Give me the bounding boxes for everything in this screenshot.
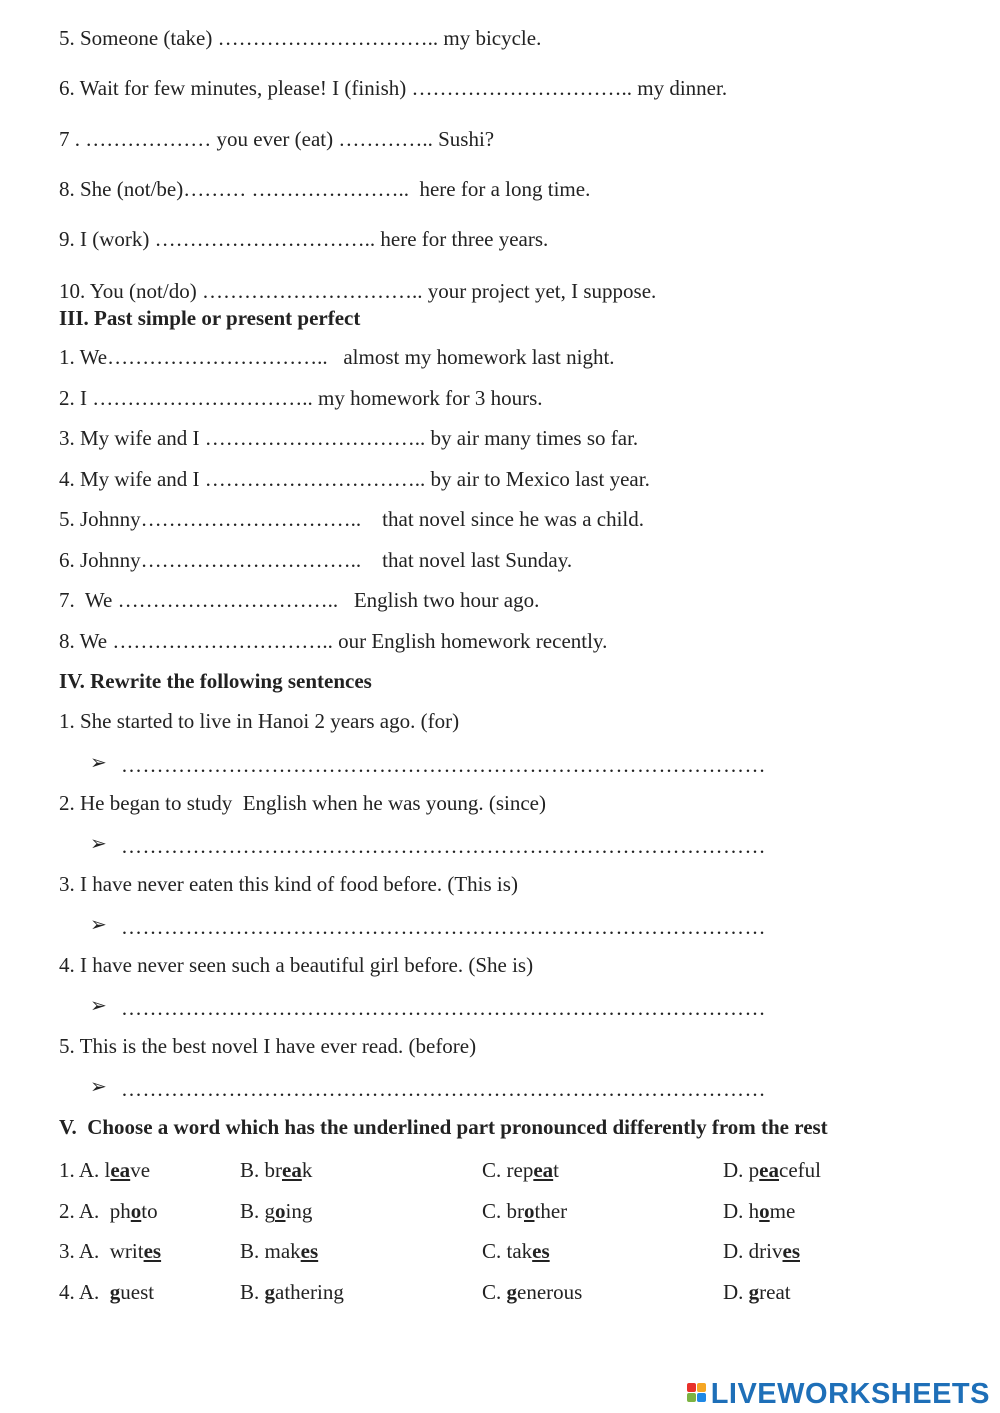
section-heading: V. Choose a word which has the underlined part pronounced differently from the rest	[59, 1115, 828, 1139]
option-b: B. gathering	[240, 1280, 344, 1304]
liveworksheets-logo-icon	[687, 1381, 707, 1407]
option-d: D. peaceful	[723, 1158, 821, 1182]
exercise-line: 8. We ………………………….. our English homework recently.	[59, 629, 608, 653]
rewrite-prompt: 4. I have never seen such a beautiful girl before. (She is)	[59, 953, 534, 977]
exercise-line: 2. I ………………………….. my homework for 3 hours.	[59, 386, 543, 410]
exercise-line: 3. My wife and I ………………………….. by air many times so far.	[59, 426, 639, 450]
option-d: D. great	[723, 1280, 791, 1304]
option-b: B. makes	[240, 1239, 319, 1263]
exercise-line: 6. Wait for few minutes, please! I (finish) ………………………….. my dinner.	[59, 76, 728, 100]
logo-text: LIVEWORKSHEETS	[710, 1377, 990, 1410]
exercise-line: 10. You (not/do) ………………………….. your project yet, I suppose.	[59, 279, 657, 303]
exercise-line: 7 . ……………… you ever (eat) ………….. Sushi?	[59, 127, 495, 151]
exercise-line: 1. We………………………….. almost my homework last night.	[59, 345, 615, 369]
arrow-bullet-icon: ➢	[90, 995, 107, 1017]
arrow-bullet-icon: ➢	[90, 833, 107, 855]
option-a: 4. A. guest	[59, 1280, 155, 1304]
option-a: 2. A. photo	[59, 1199, 158, 1223]
rewrite-prompt: 5. This is the best novel I have ever read. (before)	[59, 1034, 477, 1058]
exercise-line: 7. We ………………………….. English two hour ago.	[59, 588, 540, 612]
rewrite-prompt: 2. He began to study English when he was young. (since)	[59, 791, 546, 815]
answer-line[interactable]: ………………………………………………………………………………	[121, 915, 766, 939]
section-heading: III. Past simple or present perfect	[59, 306, 361, 330]
option-c: C. generous	[482, 1280, 583, 1304]
exercise-line: 9. I (work) ………………………….. here for three years.	[59, 227, 549, 251]
section-heading: IV. Rewrite the following sentences	[59, 669, 372, 693]
option-c: C. brother	[482, 1199, 568, 1223]
exercise-line: 6. Johnny………………………….. that novel last Sunday.	[59, 548, 573, 572]
exercise-line: 8. She (not/be)……… ………………….. here for a long time.	[59, 177, 591, 201]
option-b: B. break	[240, 1158, 313, 1182]
rewrite-prompt: 1. She started to live in Hanoi 2 years ago. (for)	[59, 709, 460, 733]
liveworksheets-logo	[687, 1378, 990, 1410]
answer-line[interactable]: ………………………………………………………………………………	[121, 834, 766, 858]
option-c: C. repeat	[482, 1158, 559, 1182]
option-a: 1. A. leave	[59, 1158, 151, 1182]
arrow-bullet-icon: ➢	[90, 752, 107, 774]
option-c: C. takes	[482, 1239, 550, 1263]
answer-line[interactable]: ………………………………………………………………………………	[121, 753, 766, 777]
option-a: 3. A. writes	[59, 1239, 162, 1263]
arrow-bullet-icon: ➢	[90, 914, 107, 936]
rewrite-prompt: 3. I have never eaten this kind of food before. (This is)	[59, 872, 518, 896]
option-d: D. drives	[723, 1239, 800, 1263]
arrow-bullet-icon: ➢	[90, 1076, 107, 1098]
option-b: B. going	[240, 1199, 313, 1223]
option-d: D. home	[723, 1199, 796, 1223]
exercise-line: 5. Someone (take) ………………………….. my bicycle.	[59, 26, 542, 50]
exercise-line: 4. My wife and I ………………………….. by air to Mexico last year.	[59, 467, 650, 491]
answer-line[interactable]: ………………………………………………………………………………	[121, 996, 766, 1020]
exercise-line: 5. Johnny………………………….. that novel since he was a child.	[59, 507, 645, 531]
answer-line[interactable]: ………………………………………………………………………………	[121, 1077, 766, 1101]
